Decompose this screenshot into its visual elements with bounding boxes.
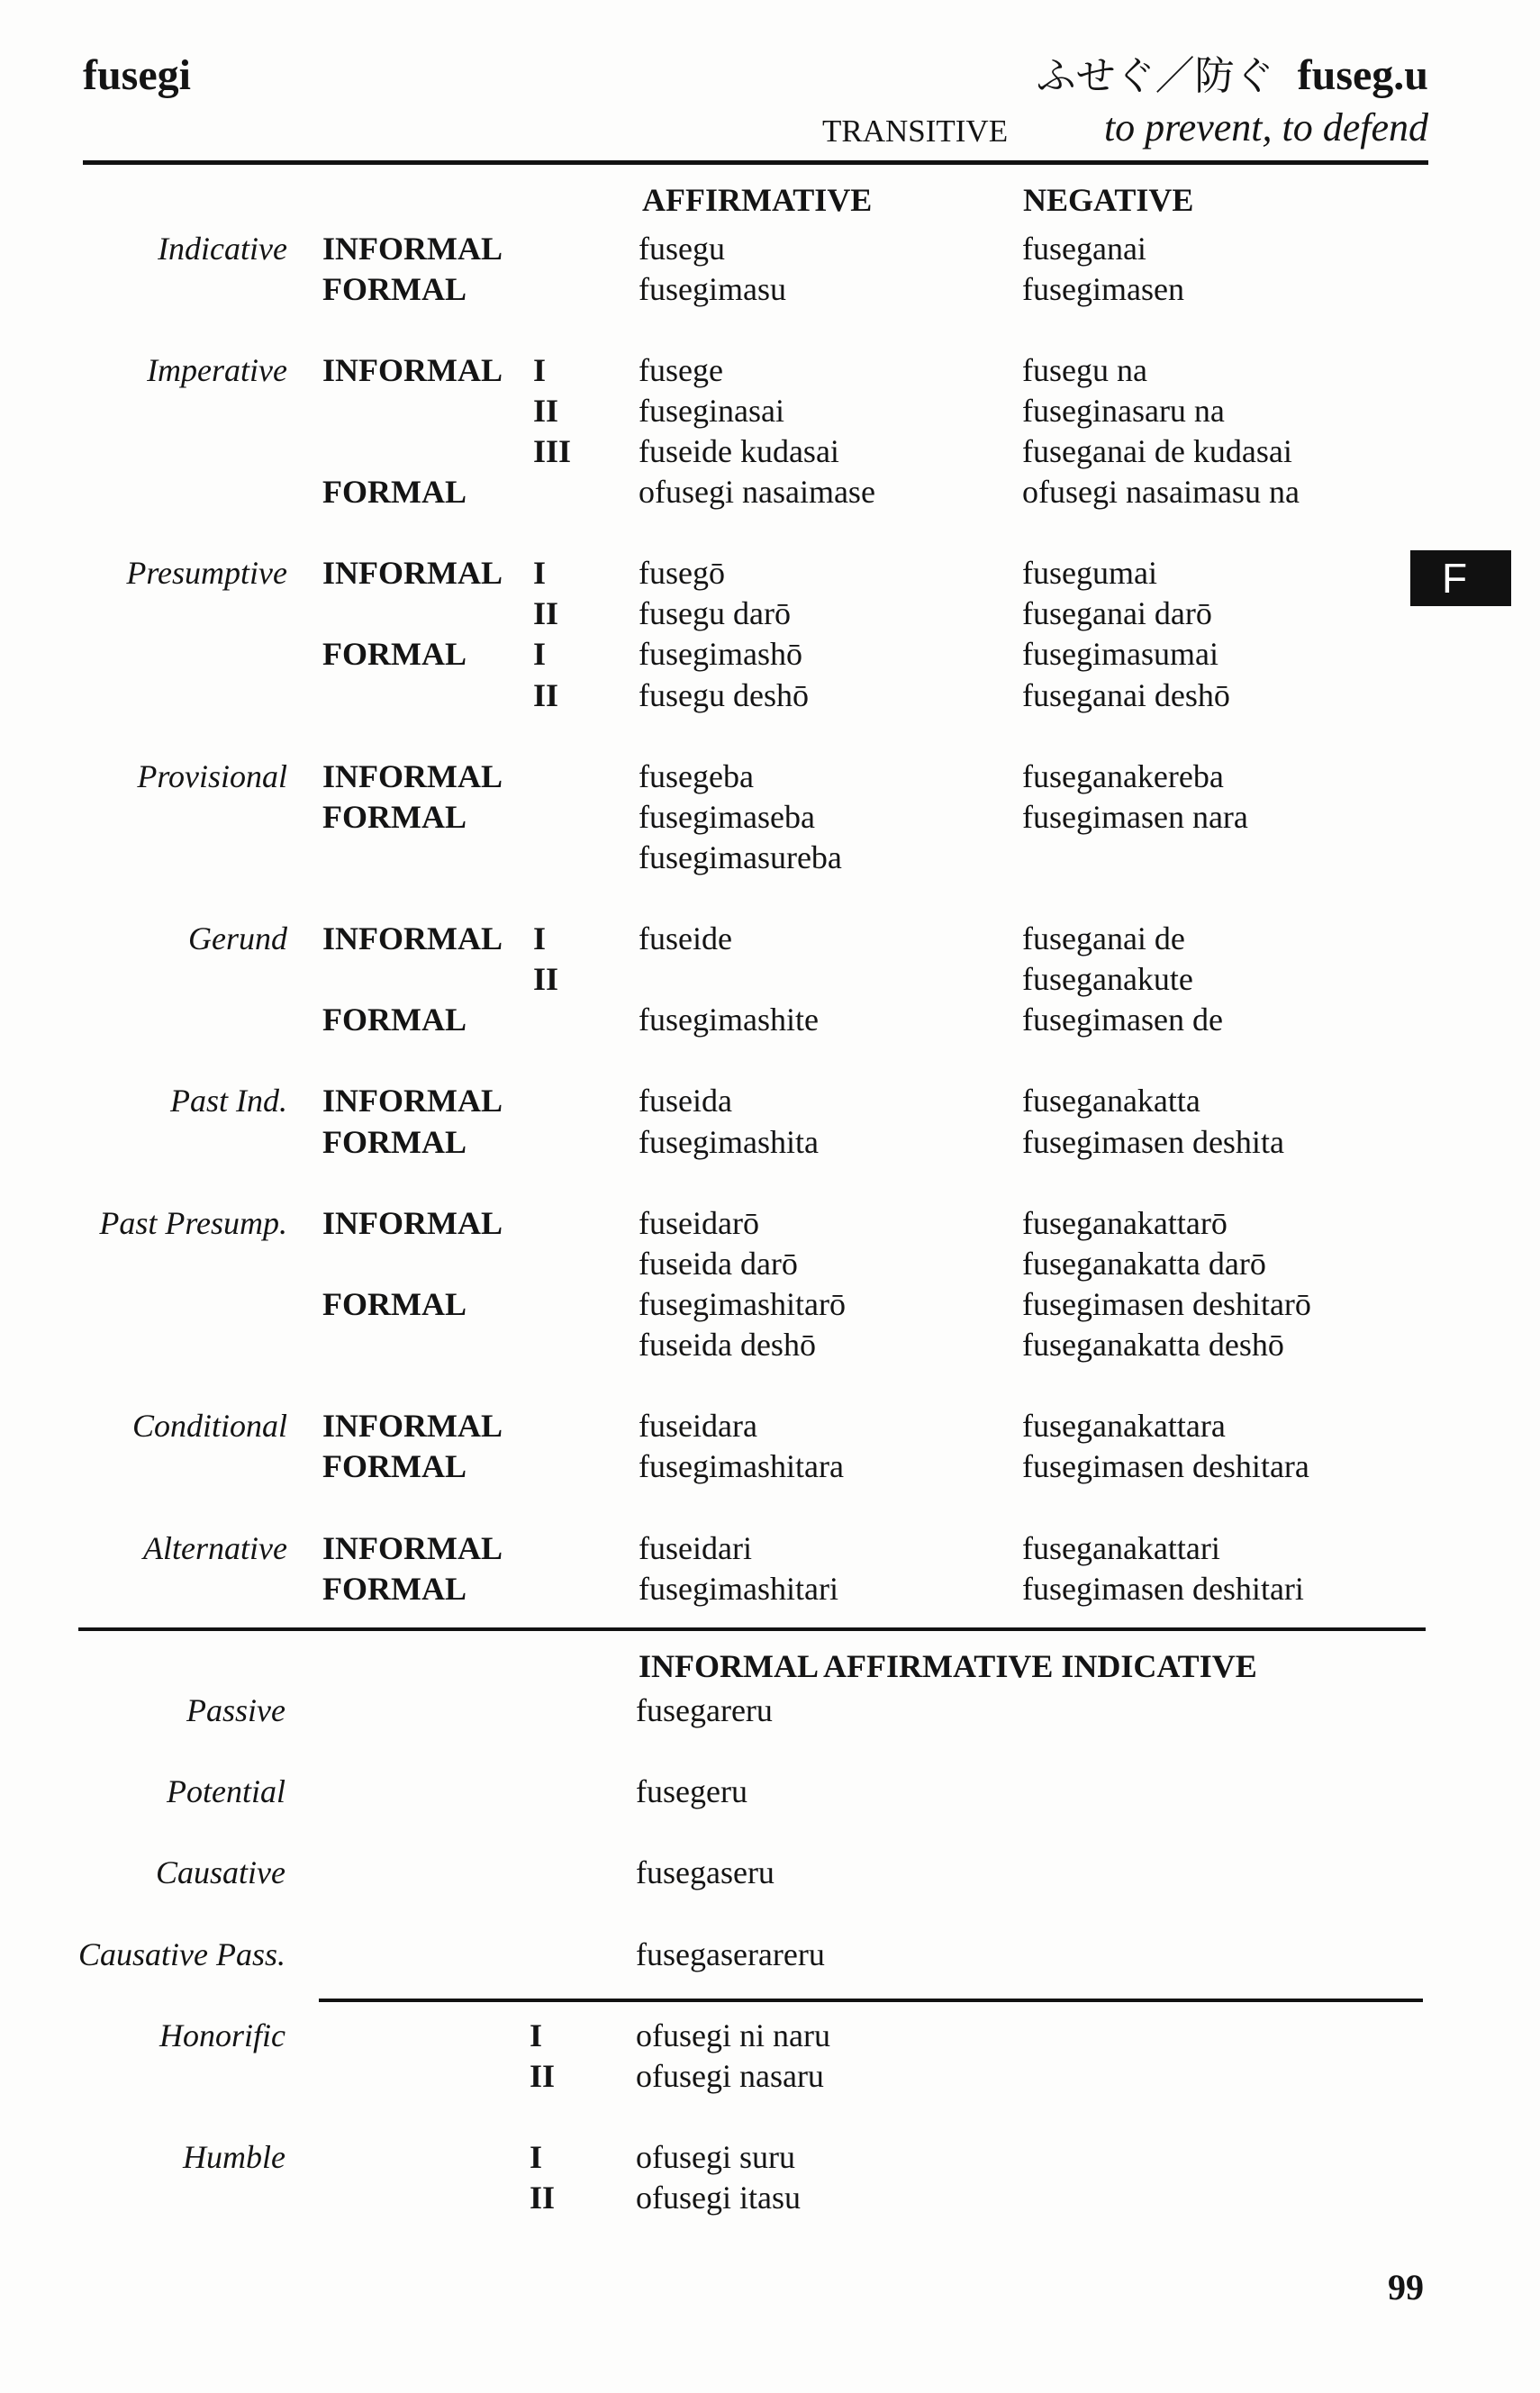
conjugation-row: [0, 1325, 1540, 1365]
variant-numeral: I: [533, 920, 547, 957]
affirmative-form: fusegimashita: [639, 1123, 819, 1160]
mood-section: [0, 350, 1540, 512]
affirmative-form: fusegimasu: [639, 270, 786, 307]
polite-form-row: [0, 2178, 1540, 2218]
affirmative-form: fuseida deshō: [639, 1327, 816, 1364]
page-number: 99: [1388, 2267, 1424, 2307]
affirmative-form: fuseida darō: [639, 1245, 798, 1282]
conjugation-row: [0, 959, 1540, 1000]
affirmative-form: fuseide: [639, 920, 732, 957]
japanese-headword: ふせぐ／防ぐ: [1036, 53, 1274, 99]
negative-form: fuseganakattara: [1022, 1408, 1226, 1445]
negative-form: fusegimasen deshita: [1022, 1123, 1284, 1160]
mood-label: Gerund: [188, 920, 287, 957]
negative-form: fusegu na: [1022, 351, 1147, 388]
affirmative-form: fuseida: [639, 1083, 732, 1119]
negative-form: fusegimasumai: [1022, 636, 1218, 673]
form-label: Causative Pass.: [78, 1935, 285, 1972]
conjugation-row: [0, 1528, 1540, 1569]
conjugation-row: [0, 1406, 1540, 1446]
mood-section: [0, 553, 1540, 715]
variant-numeral: I: [533, 351, 547, 388]
conjugation-row: [0, 634, 1540, 675]
negative-form: fuseganakattari: [1022, 1529, 1220, 1566]
negative-form: fuseganakereba: [1022, 757, 1224, 794]
register-label: FORMAL: [322, 1448, 467, 1485]
affirmative-form: fusegō: [639, 555, 725, 592]
negative-form: ofusegi nasaimasu na: [1022, 474, 1300, 511]
conjugation-row: [0, 350, 1540, 391]
negative-form: fusegimasen deshitari: [1022, 1570, 1304, 1607]
affirmative-form: fusegimashitarō: [639, 1285, 846, 1322]
mood-label: Alternative: [143, 1529, 287, 1566]
negative-form: fuseganakatta deshō: [1022, 1327, 1284, 1364]
affirmative-form: fusegimashite: [639, 1002, 819, 1038]
conjugation-row: [0, 1000, 1540, 1040]
negative-form: fuseganai deshō: [1022, 676, 1230, 713]
variant-numeral: II: [530, 2180, 556, 2216]
dictionary-form: fuseg.u: [1297, 51, 1428, 99]
register-label: FORMAL: [322, 1002, 467, 1038]
register-label: FORMAL: [322, 270, 467, 307]
derived-forms-header: INFORMAL AFFIRMATIVE INDICATIVE: [639, 1647, 1257, 1684]
conjugation-row: [0, 1203, 1540, 1244]
form-label: Humble: [183, 2139, 285, 2176]
verb-type: TRANSITIVE: [822, 113, 1009, 149]
affirmative-form: fusegimasureba: [639, 838, 842, 875]
conjugation-row: [0, 229, 1540, 269]
negative-form: fuseganai: [1022, 230, 1146, 267]
entry-headword: [1036, 51, 1428, 99]
conjugation-row: [0, 797, 1540, 838]
register-label: INFORMAL: [322, 1204, 503, 1241]
section-tab: [1410, 550, 1511, 606]
affirmative-form: fusegimashō: [639, 636, 802, 673]
mood-section: [0, 1081, 1540, 1162]
negative-form: fuseganakattarō: [1022, 1204, 1227, 1241]
conjugation-row: [0, 553, 1540, 594]
derived-form: fusegeru: [636, 1773, 747, 1810]
polite-form-row: [0, 2137, 1540, 2178]
negative-form: fusegimasen: [1022, 270, 1184, 307]
header-rule: [83, 160, 1428, 165]
conjugation-table: [0, 229, 1540, 1609]
negative-form: fuseganakatta: [1022, 1083, 1200, 1119]
mood-label: Presumptive: [126, 555, 287, 592]
affirmative-form: fuseidara: [639, 1408, 757, 1445]
derived-form-row: [0, 1772, 1540, 1812]
affirmative-column-header: AFFIRMATIVE: [642, 182, 873, 218]
variant-numeral: II: [533, 676, 559, 713]
conjugation-row: [0, 757, 1540, 797]
conjugation-row: [0, 1122, 1540, 1163]
affirmative-form: fusegu: [639, 230, 725, 267]
mood-section: [0, 229, 1540, 310]
conjugation-row: [0, 1569, 1540, 1609]
conjugation-row: [0, 919, 1540, 959]
affirmative-form: fusegimashitari: [639, 1570, 838, 1607]
mood-section: [0, 757, 1540, 878]
negative-form: fusegumai: [1022, 555, 1157, 592]
register-label: INFORMAL: [322, 1408, 503, 1445]
negative-form: fuseganakute: [1022, 961, 1193, 998]
polite-form: ofusegi itasu: [636, 2180, 801, 2216]
derived-form: fusegaserareru: [636, 1935, 825, 1972]
derived-form-row: [0, 1853, 1540, 1893]
mood-section: [0, 1528, 1540, 1609]
variant-numeral: I: [533, 555, 547, 592]
mood-label: Imperative: [147, 351, 287, 388]
affirmative-form: fusegimashitara: [639, 1448, 844, 1485]
conjugation-row: [0, 472, 1540, 512]
variant-numeral: III: [533, 432, 572, 469]
derived-form-row: [0, 1935, 1540, 1975]
variant-numeral: II: [533, 961, 559, 998]
register-label: INFORMAL: [322, 555, 503, 592]
negative-form: fuseganai de: [1022, 920, 1185, 957]
conjugation-row: [0, 1446, 1540, 1487]
form-label: Causative: [156, 1854, 285, 1891]
polite-form-row: [0, 2056, 1540, 2097]
affirmative-form: fusege: [639, 351, 723, 388]
form-label: Honorific: [159, 2017, 285, 2053]
conjugation-row: [0, 1244, 1540, 1284]
register-label: FORMAL: [322, 636, 467, 673]
mood-section: [0, 1203, 1540, 1365]
affirmative-form: fusegu darō: [639, 595, 791, 632]
negative-form: fusegimasen de: [1022, 1002, 1223, 1038]
polite-form: ofusegi ni naru: [636, 2017, 830, 2053]
polite-form: ofusegi nasaru: [636, 2057, 824, 2094]
register-label: FORMAL: [322, 798, 467, 835]
register-label: FORMAL: [322, 474, 467, 511]
conjugation-row: [0, 431, 1540, 472]
conjugation-row: [0, 1284, 1540, 1325]
mood-label: Provisional: [137, 757, 287, 794]
register-label: INFORMAL: [322, 230, 503, 267]
affirmative-form: fusegeba: [639, 757, 754, 794]
conjugation-row: [0, 269, 1540, 310]
negative-form: fusegimasen nara: [1022, 798, 1248, 835]
mood-section: [0, 1406, 1540, 1487]
negative-column-header: NEGATIVE: [1023, 182, 1194, 218]
negative-form: fusegimasen deshitarō: [1022, 1285, 1311, 1322]
derived-form: fusegaseru: [636, 1854, 775, 1891]
derived-form: fusegareru: [636, 1692, 773, 1728]
register-label: INFORMAL: [322, 1529, 503, 1566]
verb-meaning: to prevent, to defend: [1103, 105, 1428, 150]
polite-form: ofusegi suru: [636, 2139, 795, 2176]
conjugation-row: [0, 838, 1540, 878]
mood-label: Indicative: [158, 230, 287, 267]
section-rule: [78, 1627, 1426, 1631]
affirmative-form: fuseginasai: [639, 392, 784, 429]
register-label: FORMAL: [322, 1123, 467, 1160]
mood-label: Past Presump.: [99, 1204, 287, 1241]
negative-form: fusegimasen deshitara: [1022, 1448, 1309, 1485]
form-label: Passive: [186, 1692, 285, 1728]
mood-label: Past Ind.: [170, 1083, 287, 1119]
affirmative-form: fusegimaseba: [639, 798, 815, 835]
negative-form: fuseganai darō: [1022, 595, 1212, 632]
negative-form: fuseganakatta darō: [1022, 1245, 1266, 1282]
conjugation-row: [0, 675, 1540, 716]
affirmative-form: fusegu deshō: [639, 676, 809, 713]
variant-numeral: I: [533, 636, 547, 673]
entry-stem: fusegi: [83, 51, 191, 99]
conjugation-row: [0, 391, 1540, 431]
mood-label: Conditional: [131, 1408, 287, 1445]
register-label: INFORMAL: [322, 1083, 503, 1119]
register-label: INFORMAL: [322, 920, 503, 957]
variant-numeral: I: [530, 2017, 543, 2053]
register-label: INFORMAL: [322, 351, 503, 388]
conjugation-row: [0, 1081, 1540, 1121]
variant-numeral: II: [533, 392, 559, 429]
polite-forms-rule: [319, 1999, 1423, 2002]
affirmative-form: fuseide kudasai: [639, 432, 839, 469]
affirmative-form: fuseidarō: [639, 1204, 759, 1241]
form-label: Potential: [167, 1773, 285, 1810]
conjugation-row: [0, 594, 1540, 634]
variant-numeral: II: [530, 2057, 556, 2094]
affirmative-form: ofusegi nasaimase: [639, 474, 875, 511]
derived-form-row: [0, 1691, 1540, 1731]
mood-section: [0, 919, 1540, 1040]
register-label: FORMAL: [322, 1570, 467, 1607]
affirmative-form: fuseidari: [639, 1529, 752, 1566]
register-label: FORMAL: [322, 1285, 467, 1322]
polite-form-row: [0, 2016, 1540, 2056]
variant-numeral: I: [530, 2139, 543, 2176]
negative-form: fuseginasaru na: [1022, 392, 1225, 429]
register-label: INFORMAL: [322, 757, 503, 794]
variant-numeral: II: [533, 595, 559, 632]
section-tab-letter: F: [1441, 555, 1468, 602]
negative-form: fuseganai de kudasai: [1022, 432, 1292, 469]
